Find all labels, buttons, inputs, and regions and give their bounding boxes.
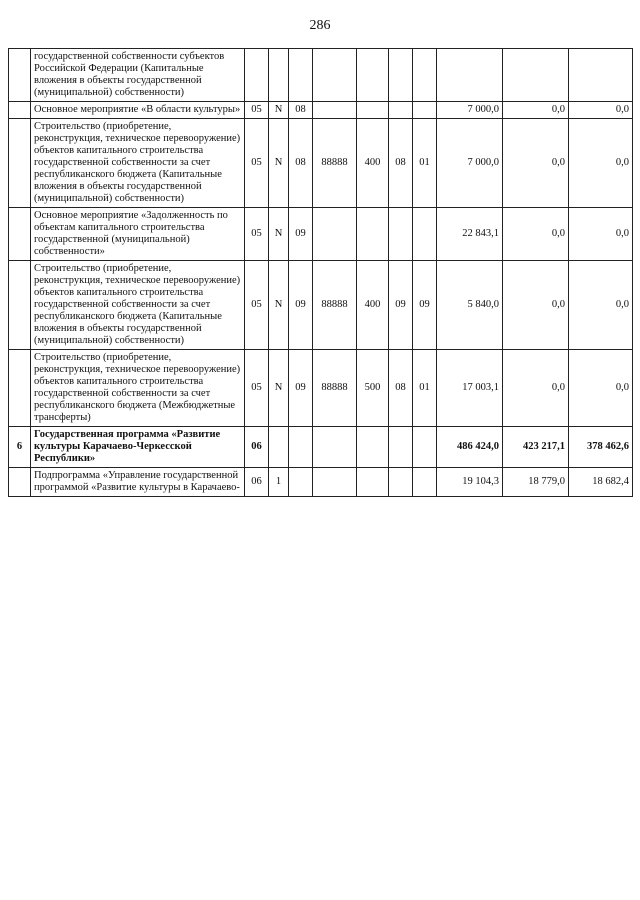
amount-year-1: 486 424,0: [437, 427, 503, 468]
table-row: [9, 102, 633, 119]
amount-year-3: 0,0: [569, 261, 633, 350]
amount-year-2: 0,0: [503, 208, 569, 261]
amount-year-3: [569, 49, 633, 102]
program-code: [245, 49, 269, 102]
subsection-code: 01: [413, 350, 437, 427]
program-code: 06: [245, 468, 269, 497]
direction-code: [313, 468, 357, 497]
direction-code: [313, 427, 357, 468]
amount-year-2: 0,0: [503, 261, 569, 350]
amount-year-1: 7 000,0: [437, 102, 503, 119]
subprogram-code: N: [269, 350, 289, 427]
expense-type-code: 400: [357, 261, 389, 350]
section-code: [389, 427, 413, 468]
event-code: [289, 427, 313, 468]
page-number: 286: [309, 18, 331, 33]
expense-type-code: [357, 102, 389, 119]
subsection-code: [413, 49, 437, 102]
event-code: 09: [289, 350, 313, 427]
table-row: [9, 350, 633, 427]
section-code: 08: [389, 350, 413, 427]
row-name: Строительство (приобретение, реконструкция, техническое перевооружение) объектов капитального строительства государственной собственности за счет республиканского бюджета (Межбюджетные трансферты): [31, 350, 245, 427]
row-number: [9, 468, 31, 497]
program-code: 05: [245, 261, 269, 350]
amount-year-3: 0,0: [569, 102, 633, 119]
expense-type-code: [357, 427, 389, 468]
amount-year-2: 18 779,0: [503, 468, 569, 497]
expense-type-code: 400: [357, 119, 389, 208]
amount-year-1: 7 000,0: [437, 119, 503, 208]
amount-year-2: 0,0: [503, 102, 569, 119]
section-code: [389, 468, 413, 497]
amount-year-1: 17 003,1: [437, 350, 503, 427]
direction-code: [313, 102, 357, 119]
direction-code: [313, 208, 357, 261]
amount-year-3: 0,0: [569, 119, 633, 208]
program-code: 05: [245, 102, 269, 119]
direction-code: 88888: [313, 350, 357, 427]
table-row: [9, 119, 633, 208]
event-code: 08: [289, 102, 313, 119]
amount-year-2: [503, 49, 569, 102]
amount-year-2: 0,0: [503, 350, 569, 427]
expense-type-code: [357, 49, 389, 102]
subsection-code: 01: [413, 119, 437, 208]
subprogram-code: N: [269, 208, 289, 261]
subprogram-code: N: [269, 102, 289, 119]
row-name: Государственная программа «Развитие культуры Карачаево-Черкесской Республики»: [31, 427, 245, 468]
amount-year-2: 423 217,1: [503, 427, 569, 468]
row-number: 6: [9, 427, 31, 468]
table-row: [9, 208, 633, 261]
amount-year-1: [437, 49, 503, 102]
row-number: [9, 49, 31, 102]
section-code: 08: [389, 119, 413, 208]
row-number: [9, 208, 31, 261]
program-code: 05: [245, 119, 269, 208]
event-code: 09: [289, 261, 313, 350]
expense-type-code: [357, 468, 389, 497]
row-name: государственной собственности субъектов Российской Федерации (Капитальные вложения в объекты государственной (муниципальной) собственности): [31, 49, 245, 102]
table-row: [9, 49, 633, 102]
subprogram-code: [269, 427, 289, 468]
event-code: 09: [289, 208, 313, 261]
amount-year-3: 18 682,4: [569, 468, 633, 497]
section-code: [389, 49, 413, 102]
amount-year-3: 0,0: [569, 350, 633, 427]
subprogram-code: N: [269, 261, 289, 350]
budget-table: [8, 48, 633, 497]
subsection-code: [413, 208, 437, 261]
row-number: [9, 261, 31, 350]
subprogram-code: [269, 49, 289, 102]
subprogram-code: N: [269, 119, 289, 208]
subsection-code: [413, 102, 437, 119]
event-code: [289, 49, 313, 102]
row-name: Строительство (приобретение, реконструкция, техническое перевооружение) объектов капитального строительства государственной собственности за счет республиканского бюджета (Капитальные вложения в объекты государственной (муниципальной) собственности): [31, 119, 245, 208]
row-number: [9, 350, 31, 427]
amount-year-3: 0,0: [569, 208, 633, 261]
expense-type-code: [357, 208, 389, 261]
subprogram-code: 1: [269, 468, 289, 497]
amount-year-1: 19 104,3: [437, 468, 503, 497]
program-code: 05: [245, 208, 269, 261]
program-code: 06: [245, 427, 269, 468]
expense-type-code: 500: [357, 350, 389, 427]
amount-year-1: 22 843,1: [437, 208, 503, 261]
amount-year-1: 5 840,0: [437, 261, 503, 350]
subsection-code: [413, 427, 437, 468]
program-code: 05: [245, 350, 269, 427]
row-number: [9, 102, 31, 119]
row-name: Строительство (приобретение, реконструкция, техническое перевооружение) объектов капитального строительства государственной собственности за счет республиканского бюджета (Капитальные вложения в объекты государственной (муниципальной) собственности): [31, 261, 245, 350]
table-row: [9, 427, 633, 468]
row-name: Основное мероприятие «Задолженность по объектам капитального строительства государственной (муниципальной) собственности»: [31, 208, 245, 261]
table-row: [9, 261, 633, 350]
direction-code: 88888: [313, 119, 357, 208]
section-code: 09: [389, 261, 413, 350]
row-name: Основное мероприятие «В области культуры»: [31, 102, 245, 119]
section-code: [389, 208, 413, 261]
amount-year-3: 378 462,6: [569, 427, 633, 468]
row-number: [9, 119, 31, 208]
event-code: 08: [289, 119, 313, 208]
direction-code: [313, 49, 357, 102]
subsection-code: [413, 468, 437, 497]
table-row: [9, 468, 633, 497]
row-name: Подпрограмма «Управление государственной программой «Развитие культуры в Карачаево-: [31, 468, 245, 497]
section-code: [389, 102, 413, 119]
subsection-code: 09: [413, 261, 437, 350]
amount-year-2: 0,0: [503, 119, 569, 208]
direction-code: 88888: [313, 261, 357, 350]
event-code: [289, 468, 313, 497]
